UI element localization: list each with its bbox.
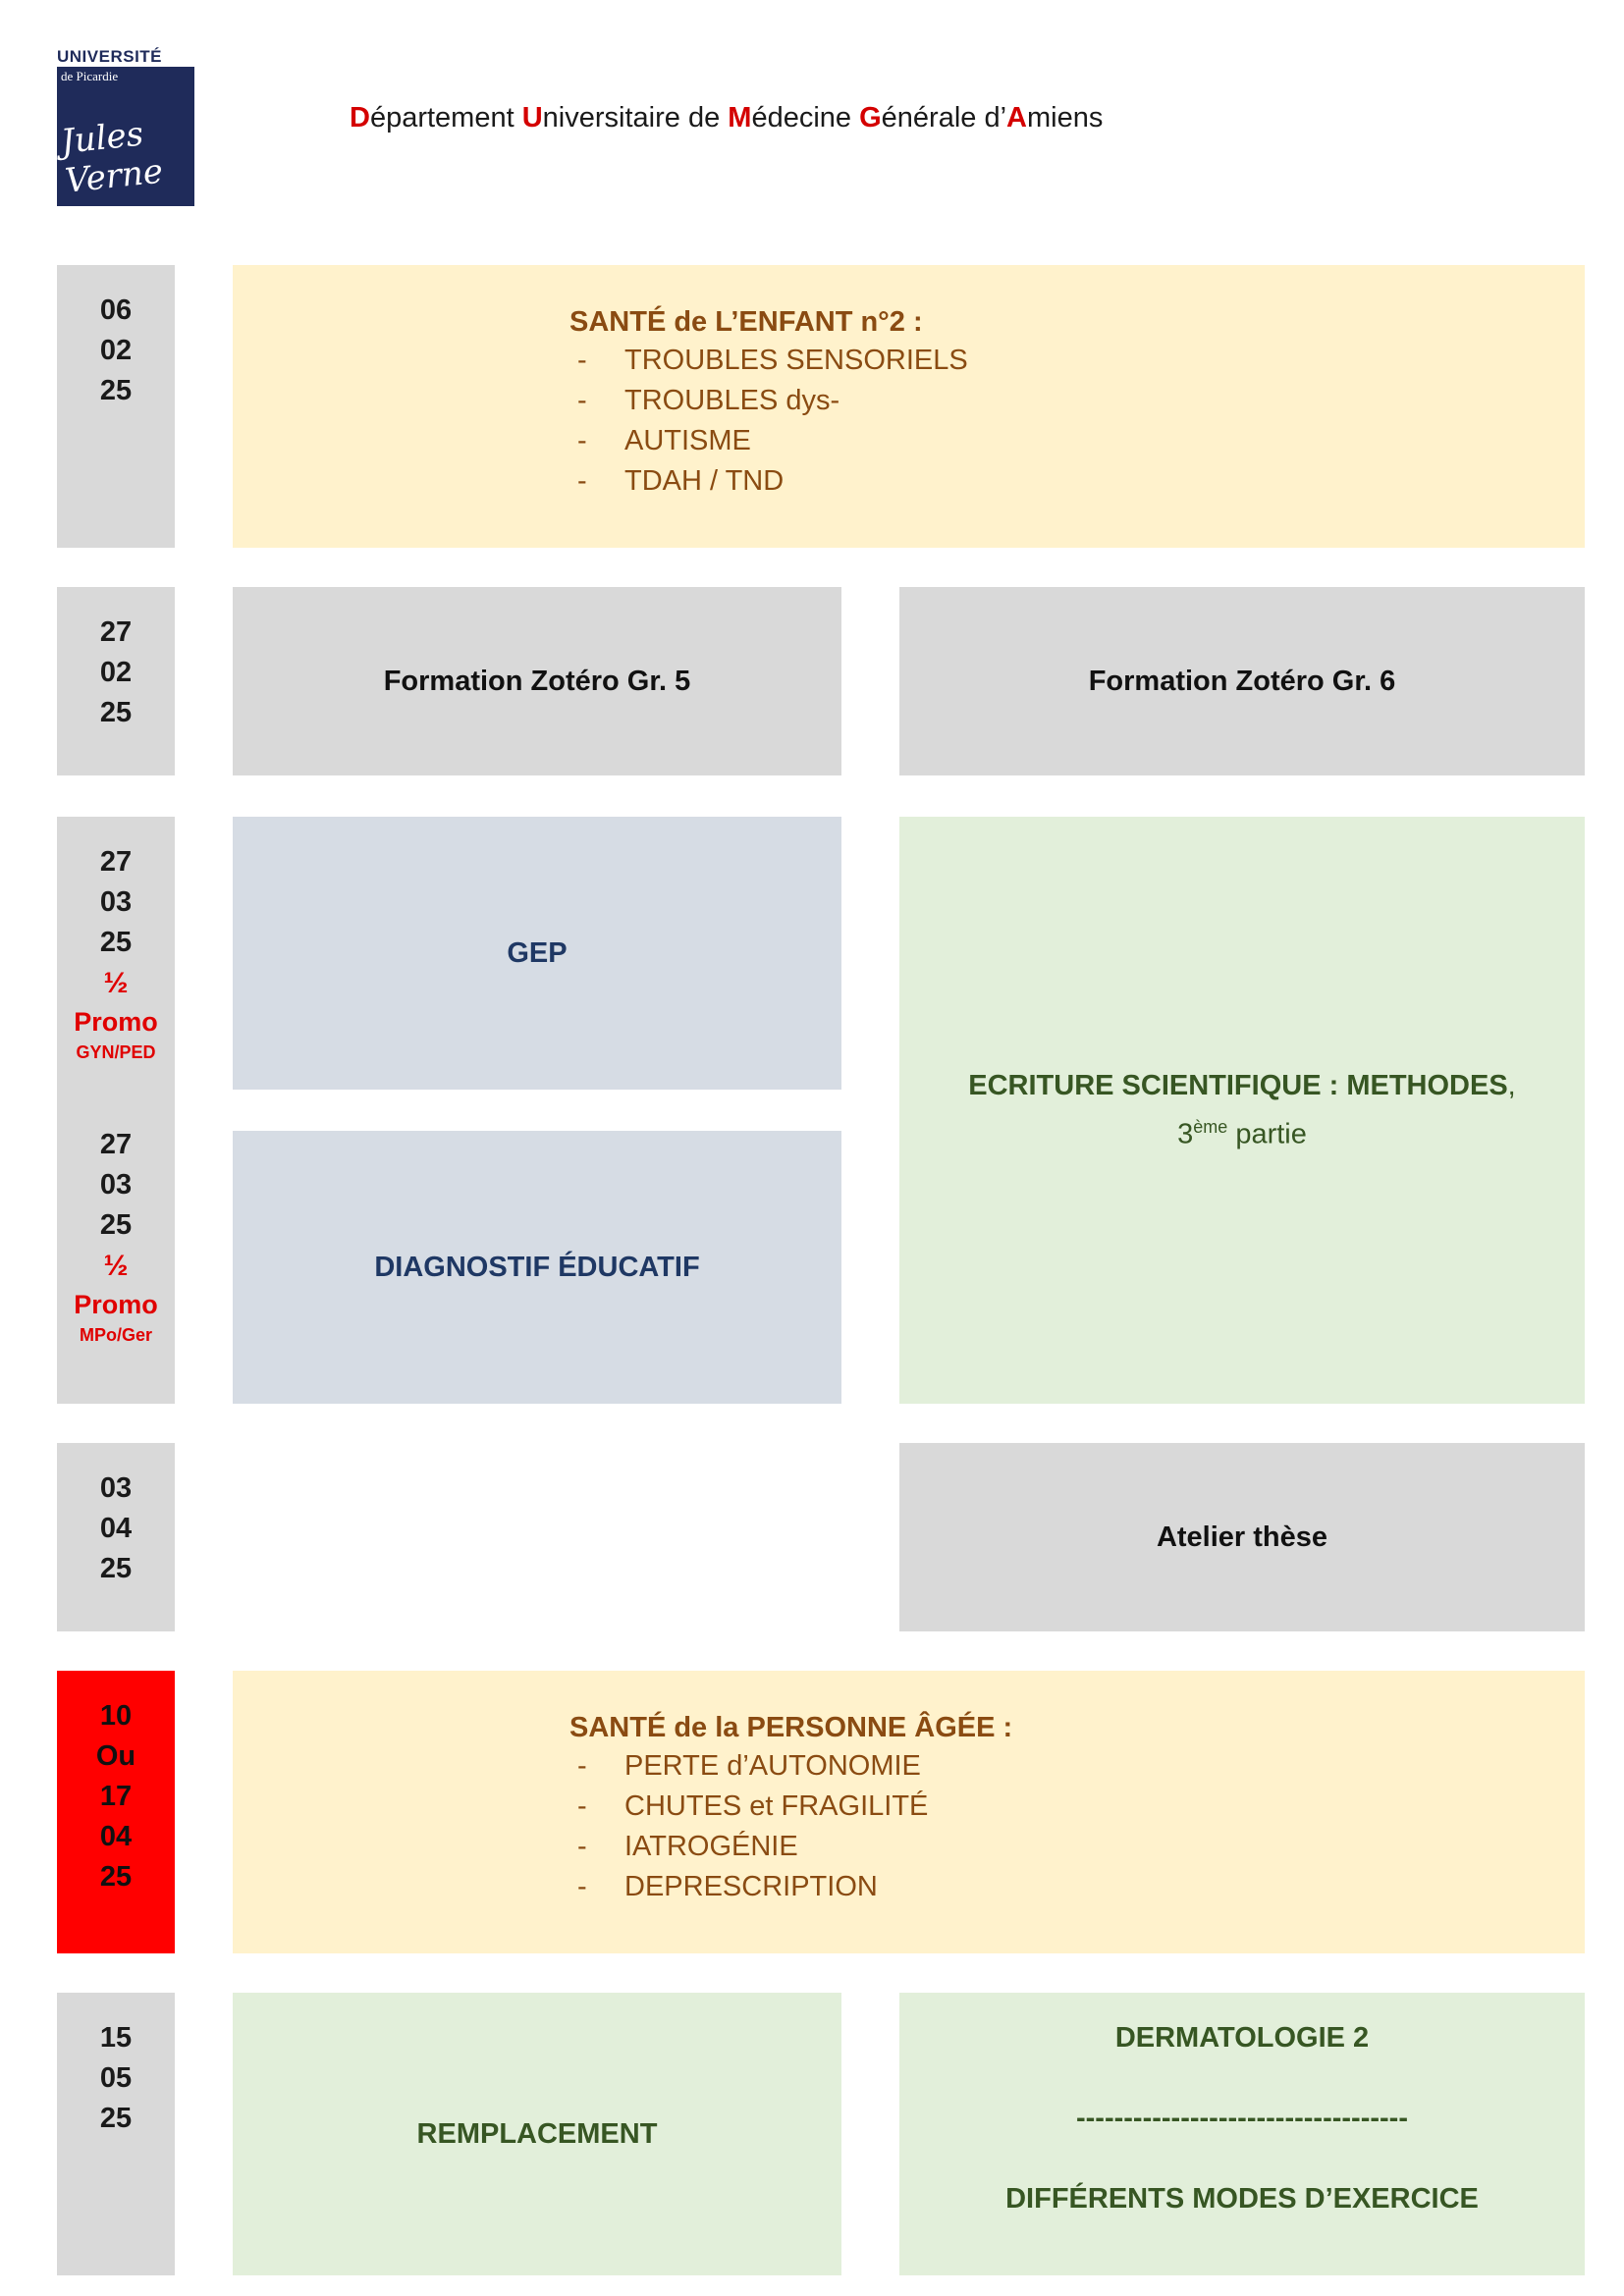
topic-title: SANTÉ de L’ENFANT n°2 : bbox=[569, 306, 923, 338]
session-label: GEP bbox=[507, 936, 568, 969]
promo-label: Promo bbox=[74, 1290, 158, 1319]
logo-university-text: UNIVERSITÉ bbox=[57, 47, 163, 66]
session-label-bottom: DIFFÉRENTS MODES D’EXERCICE bbox=[1005, 2183, 1479, 2215]
date-year: 25 bbox=[99, 1553, 133, 1584]
session-atelier-these bbox=[899, 1443, 1585, 1631]
title-segment: U bbox=[521, 102, 543, 133]
session-part-number: 3 bbox=[1177, 1118, 1194, 1150]
date-cell-row2 bbox=[57, 587, 175, 775]
date-month: 02 bbox=[99, 657, 133, 688]
date-cell-row6 bbox=[57, 1993, 175, 2275]
date-year: 25 bbox=[99, 2103, 133, 2134]
list-item: - TROUBLES SENSORIELS bbox=[577, 345, 968, 376]
topic-list bbox=[569, 1712, 1012, 1907]
list-item-text: TROUBLES SENSORIELS bbox=[624, 345, 968, 376]
title-segment: épartement bbox=[369, 102, 522, 133]
list-item-text: DEPRESCRIPTION bbox=[624, 1871, 878, 1902]
date-month: 02 bbox=[99, 335, 133, 366]
title-segment: énérale d’ bbox=[881, 102, 1007, 133]
list-item: - CHUTES et FRAGILITÉ bbox=[577, 1790, 929, 1822]
session-child-health bbox=[233, 265, 1585, 548]
date-year: 25 bbox=[99, 697, 133, 728]
list-item-text: TROUBLES dys- bbox=[624, 385, 840, 416]
date-cell-row5 bbox=[57, 1671, 175, 1953]
date-cell-row4 bbox=[57, 1443, 175, 1631]
title-segment: M bbox=[728, 102, 752, 133]
session-diagnostic-educatif bbox=[233, 1131, 841, 1404]
date-month: 04 bbox=[99, 1513, 133, 1544]
date-day: 10 bbox=[99, 1700, 133, 1732]
session-comma: , bbox=[1507, 1070, 1516, 1102]
promo-group: MPo/Ger bbox=[79, 1325, 152, 1345]
logo-signature: Jules Verne bbox=[59, 114, 165, 201]
session-elderly-health bbox=[233, 1671, 1585, 1953]
date-year: 25 bbox=[99, 1861, 133, 1893]
list-item-text: AUTISME bbox=[624, 425, 751, 456]
session-remplacement bbox=[233, 1993, 841, 2275]
title-segment: miens bbox=[1026, 102, 1104, 133]
date-day: 06 bbox=[99, 294, 133, 326]
title-segment: édecine bbox=[751, 102, 860, 133]
session-title: ECRITURE SCIENTIFIQUE : METHODES bbox=[968, 1070, 1508, 1102]
date-day: 15 bbox=[99, 2022, 133, 2054]
session-label: Atelier thèse bbox=[1156, 1521, 1328, 1553]
list-item: - TDAH / TND bbox=[577, 465, 785, 497]
title-segment: G bbox=[859, 102, 882, 133]
list-item: - PERTE d’AUTONOMIE bbox=[577, 1750, 921, 1782]
date-cell-row3 bbox=[57, 817, 175, 1404]
logo-block bbox=[57, 67, 194, 206]
logo-sub-text: de Picardie bbox=[61, 69, 119, 83]
session-part-label: partie bbox=[1227, 1118, 1307, 1150]
title-segment: niversitaire de bbox=[542, 102, 729, 133]
session-label-top: DERMATOLOGIE 2 bbox=[1114, 2022, 1370, 2054]
date-month: 05 bbox=[99, 2062, 133, 2094]
session-label: Formation Zotéro Gr. 6 bbox=[1088, 665, 1396, 697]
topic-title: SANTÉ de la PERSONNE ÂGÉE : bbox=[569, 1712, 1013, 1743]
date-month: 04 bbox=[99, 1821, 133, 1852]
list-item: - TROUBLES dys- bbox=[577, 385, 840, 416]
half-promo-symbol: ½ bbox=[103, 967, 129, 999]
list-item-text: CHUTES et FRAGILITÉ bbox=[624, 1790, 929, 1822]
session-dermatology-modes bbox=[899, 1993, 1585, 2275]
list-item: - AUTISME bbox=[577, 425, 751, 456]
date-day: 27 bbox=[99, 616, 133, 648]
session-scientific-writing bbox=[899, 817, 1585, 1404]
list-item-text: PERTE d’AUTONOMIE bbox=[624, 1750, 921, 1782]
university-logo bbox=[57, 47, 194, 206]
session-zotero-gr6 bbox=[899, 587, 1585, 775]
date-year: 25 bbox=[99, 927, 133, 958]
session-label: Formation Zotéro Gr. 5 bbox=[383, 665, 691, 697]
date-day: 03 bbox=[99, 1472, 133, 1504]
date-or: Ou bbox=[95, 1740, 136, 1772]
list-item-text: TDAH / TND bbox=[624, 465, 785, 497]
date-day: 27 bbox=[99, 846, 133, 878]
list-item-text: IATROGÉNIE bbox=[624, 1831, 798, 1862]
date-day: 27 bbox=[99, 1129, 133, 1160]
date-year: 25 bbox=[99, 1209, 133, 1241]
date-year: 25 bbox=[99, 375, 133, 406]
topic-list bbox=[569, 306, 968, 502]
list-item: - IATROGÉNIE bbox=[577, 1831, 798, 1862]
session-part-sup: ème bbox=[1193, 1117, 1228, 1138]
date-month: 03 bbox=[99, 886, 133, 918]
title-segment: D bbox=[350, 102, 370, 133]
session-label: REMPLACEMENT bbox=[416, 2117, 658, 2150]
date-cell-row1 bbox=[57, 265, 175, 548]
separator-line: ----------------------------------- bbox=[1075, 2103, 1408, 2134]
half-promo-symbol: ½ bbox=[103, 1250, 129, 1282]
date-day-alt: 17 bbox=[99, 1781, 133, 1812]
title-segment: A bbox=[1006, 102, 1027, 133]
promo-group: GYN/PED bbox=[76, 1042, 156, 1062]
department-title bbox=[350, 102, 1103, 134]
spacer bbox=[57, 1064, 175, 1125]
date-month: 03 bbox=[99, 1169, 133, 1201]
session-text bbox=[968, 1065, 1515, 1155]
session-gep bbox=[233, 817, 841, 1090]
list-item: - DEPRESCRIPTION bbox=[577, 1871, 878, 1902]
promo-label: Promo bbox=[74, 1007, 158, 1037]
session-zotero-gr5 bbox=[233, 587, 841, 775]
session-label: DIAGNOSTIF ÉDUCATIF bbox=[374, 1251, 700, 1283]
